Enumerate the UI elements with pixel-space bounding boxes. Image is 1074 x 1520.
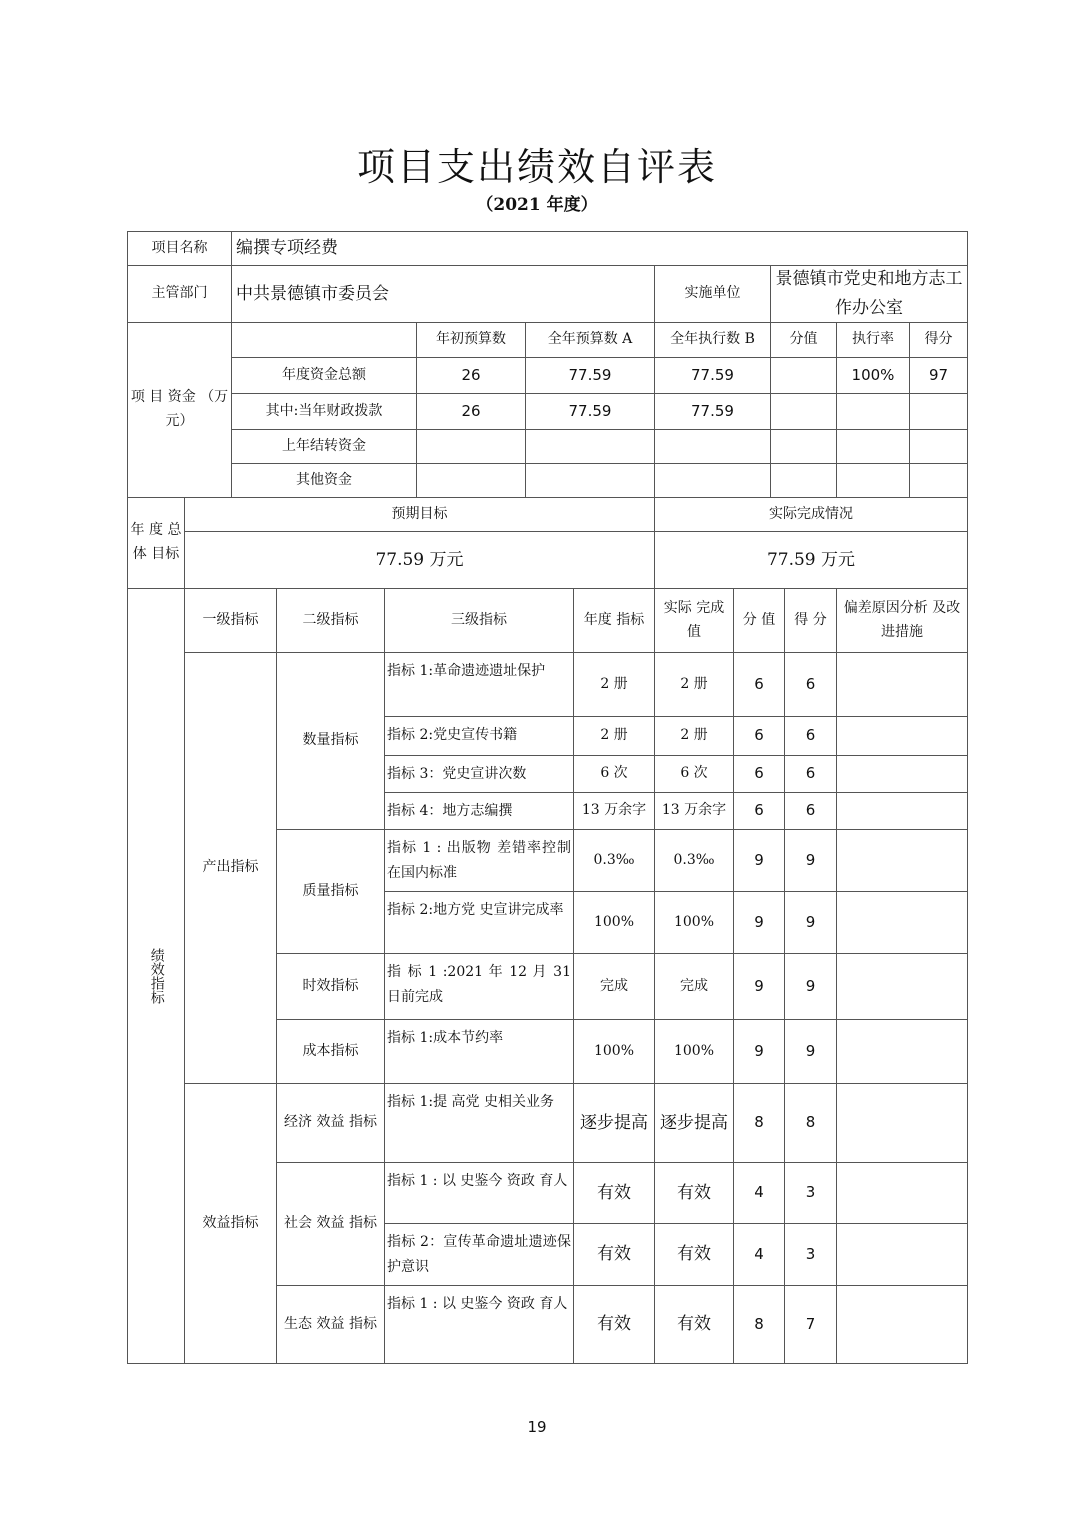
- actual-cell: 有效: [654, 1162, 734, 1224]
- indicator-cell: 指标 2:地方党 史宣讲完成率: [384, 891, 574, 954]
- indicator-cell: 指标 4：地方志编撰: [384, 792, 574, 830]
- score-cell: 9: [784, 829, 837, 892]
- weight-cell: 8: [733, 1083, 785, 1163]
- value-cell: [770, 393, 837, 430]
- weight-cell: 8: [733, 1285, 785, 1364]
- value-cell: [770, 429, 837, 464]
- target-cell: 逐步提高: [573, 1083, 655, 1163]
- score-cell: 8: [784, 1083, 837, 1163]
- page-subtitle: （2021 年度）: [476, 195, 598, 215]
- remark-cell: [836, 1223, 968, 1286]
- score-cell: 6: [784, 755, 837, 793]
- row-label: 上年结转资金: [231, 429, 417, 464]
- remark-cell: [836, 1285, 968, 1364]
- actual-cell: 0.3‰: [654, 829, 734, 892]
- value-cell: [770, 463, 837, 498]
- level2-cell: 时效指标: [276, 953, 385, 1020]
- remark-cell: [836, 1083, 968, 1163]
- actual-cell: 完成: [654, 953, 734, 1020]
- actual-cell: 逐步提高: [654, 1083, 734, 1163]
- header-cell: 一级指标: [184, 588, 277, 653]
- value-cell: [654, 463, 771, 498]
- value-cell: [836, 463, 910, 498]
- header-cell: 实际 完成值: [654, 588, 734, 653]
- target-cell: 有效: [573, 1285, 655, 1364]
- actual-cell: 2 册: [654, 716, 734, 756]
- remark-cell: [836, 792, 968, 830]
- score-cell: 6: [784, 652, 837, 717]
- value-cell: [525, 463, 655, 498]
- actual-cell: 100%: [654, 1019, 734, 1084]
- remark-cell: [836, 953, 968, 1020]
- weight-cell: 6: [733, 755, 785, 793]
- header-cell: 得 分: [784, 588, 837, 653]
- remark-cell: [836, 716, 968, 756]
- target-cell: 100%: [573, 1019, 655, 1084]
- header-cell: 执行率: [836, 322, 910, 358]
- value-cell: 26: [416, 357, 526, 394]
- remark-cell: [836, 891, 968, 954]
- weight-cell: 9: [733, 1019, 785, 1084]
- indicator-cell: 指标 1 : 以 史鉴今 资政 育人: [384, 1285, 574, 1364]
- actual-cell: 100%: [654, 891, 734, 954]
- level2-cell: 数量指标: [276, 652, 385, 830]
- value-cell: 编撰专项经费: [231, 231, 968, 266]
- score-cell: 9: [784, 891, 837, 954]
- indicator-cell: 指标 1:革命遗迹遗址保护: [384, 652, 574, 717]
- table-cell: [231, 322, 417, 358]
- header-cell: 分值: [770, 322, 837, 358]
- page-title: 项目支出绩效自评表: [356, 145, 717, 189]
- value-cell: [909, 429, 968, 464]
- row-label: 其他资金: [231, 463, 417, 498]
- indicator-cell: 指标 1 : 出版物 差错率控制在国内标准: [384, 829, 574, 892]
- score-cell: 7: [784, 1285, 837, 1364]
- weight-cell: 9: [733, 829, 785, 892]
- header-cell: 偏差原因分析 及改进措施: [836, 588, 968, 653]
- weight-cell: 9: [733, 953, 785, 1020]
- value-cell: [654, 429, 771, 464]
- label-cell: 年 度 总 体 目标: [127, 497, 185, 589]
- row-label: 其中:当年财政拨款: [231, 393, 417, 430]
- indicator-cell: 指标 2:党史宣传书籍: [384, 716, 574, 756]
- header-cell: 年初预算数: [416, 322, 526, 358]
- weight-cell: 6: [733, 792, 785, 830]
- value-cell: 77.59: [654, 357, 771, 394]
- value-cell: [836, 429, 910, 464]
- level1-cell: 产出指标: [184, 652, 277, 1084]
- score-cell: 6: [784, 792, 837, 830]
- indicator-cell: 指标 1:成本节约率: [384, 1019, 574, 1084]
- value-cell: [909, 393, 968, 430]
- value-cell: [416, 429, 526, 464]
- level2-cell: 经济 效益 指标: [276, 1083, 385, 1163]
- score-cell: 9: [784, 1019, 837, 1084]
- actual-cell: 13 万余字: [654, 792, 734, 830]
- header-cell: 分 值: [733, 588, 785, 653]
- weight-cell: 9: [733, 891, 785, 954]
- remark-cell: [836, 1162, 968, 1224]
- value-cell: 77.59: [525, 357, 655, 394]
- indicator-cell: 指标 3：党史宣讲次数: [384, 755, 574, 793]
- remark-cell: [836, 652, 968, 717]
- target-cell: 6 次: [573, 755, 655, 793]
- target-cell: 13 万余字: [573, 792, 655, 830]
- level1-cell: 效益指标: [184, 1083, 277, 1364]
- indicator-cell: 指标 2：宣传革命遗址遗迹保护意识: [384, 1223, 574, 1286]
- label-cell: 主管部门: [127, 265, 232, 323]
- value-cell: 中共景德镇市委员会: [231, 265, 655, 323]
- value-cell: 77.59 万元: [184, 531, 655, 589]
- value-cell: [770, 357, 837, 394]
- actual-cell: 有效: [654, 1223, 734, 1286]
- value-cell: [525, 429, 655, 464]
- target-cell: 有效: [573, 1162, 655, 1224]
- header-cell: 三级指标: [384, 588, 574, 653]
- header-cell: 二级指标: [276, 588, 385, 653]
- indicator-cell: 指标 1:提 高党 史相关业务: [384, 1083, 574, 1163]
- target-cell: 0.3‰: [573, 829, 655, 892]
- score-cell: 3: [784, 1162, 837, 1224]
- level2-cell: 生态 效益 指标: [276, 1285, 385, 1364]
- header-cell: 年度 指标: [573, 588, 655, 653]
- header-cell: 实际完成情况: [654, 497, 968, 532]
- value-cell: 77.59: [654, 393, 771, 430]
- weight-cell: 4: [733, 1223, 785, 1286]
- value-cell: 景德镇市党史和地方志工作办公室: [770, 265, 968, 323]
- weight-cell: 4: [733, 1162, 785, 1224]
- value-cell: 77.59: [525, 393, 655, 430]
- header-cell: 得分: [909, 322, 968, 358]
- weight-cell: 6: [733, 652, 785, 717]
- level2-cell: 成本指标: [276, 1019, 385, 1084]
- target-cell: 2 册: [573, 716, 655, 756]
- header-cell: 全年预算数 A: [525, 322, 655, 358]
- page-number: 19: [527, 1418, 547, 1436]
- indicator-cell: 指 标 1 :2021 年 12 月 31 日前完成: [384, 953, 574, 1020]
- level2-cell: 社会 效益 指标: [276, 1162, 385, 1286]
- weight-cell: 6: [733, 716, 785, 756]
- value-cell: [836, 393, 910, 430]
- label-cell: 绩效指标: [127, 588, 185, 1364]
- remark-cell: [836, 1019, 968, 1084]
- value-cell: 97: [909, 357, 968, 394]
- header-cell: 预期目标: [184, 497, 655, 532]
- remark-cell: [836, 829, 968, 892]
- indicator-cell: 指标 1 : 以 史鉴今 资政 育人: [384, 1162, 574, 1224]
- target-cell: 完成: [573, 953, 655, 1020]
- value-cell: [416, 463, 526, 498]
- row-label: 年度资金总额: [231, 357, 417, 394]
- score-cell: 6: [784, 716, 837, 756]
- target-cell: 2 册: [573, 652, 655, 717]
- actual-cell: 6 次: [654, 755, 734, 793]
- target-cell: 有效: [573, 1223, 655, 1286]
- label-cell: 项目名称: [127, 231, 232, 266]
- score-cell: 9: [784, 953, 837, 1020]
- value-cell: 100%: [836, 357, 910, 394]
- target-cell: 100%: [573, 891, 655, 954]
- header-cell: 全年执行数 B: [654, 322, 771, 358]
- label-cell: 项 目 资金 （万元）: [127, 322, 232, 498]
- value-cell: 26: [416, 393, 526, 430]
- score-cell: 3: [784, 1223, 837, 1286]
- value-cell: [909, 463, 968, 498]
- level2-cell: 质量指标: [276, 829, 385, 954]
- remark-cell: [836, 755, 968, 793]
- value-cell: 77.59 万元: [654, 531, 968, 589]
- label-cell: 实施单位: [654, 265, 771, 323]
- actual-cell: 有效: [654, 1285, 734, 1364]
- actual-cell: 2 册: [654, 652, 734, 717]
